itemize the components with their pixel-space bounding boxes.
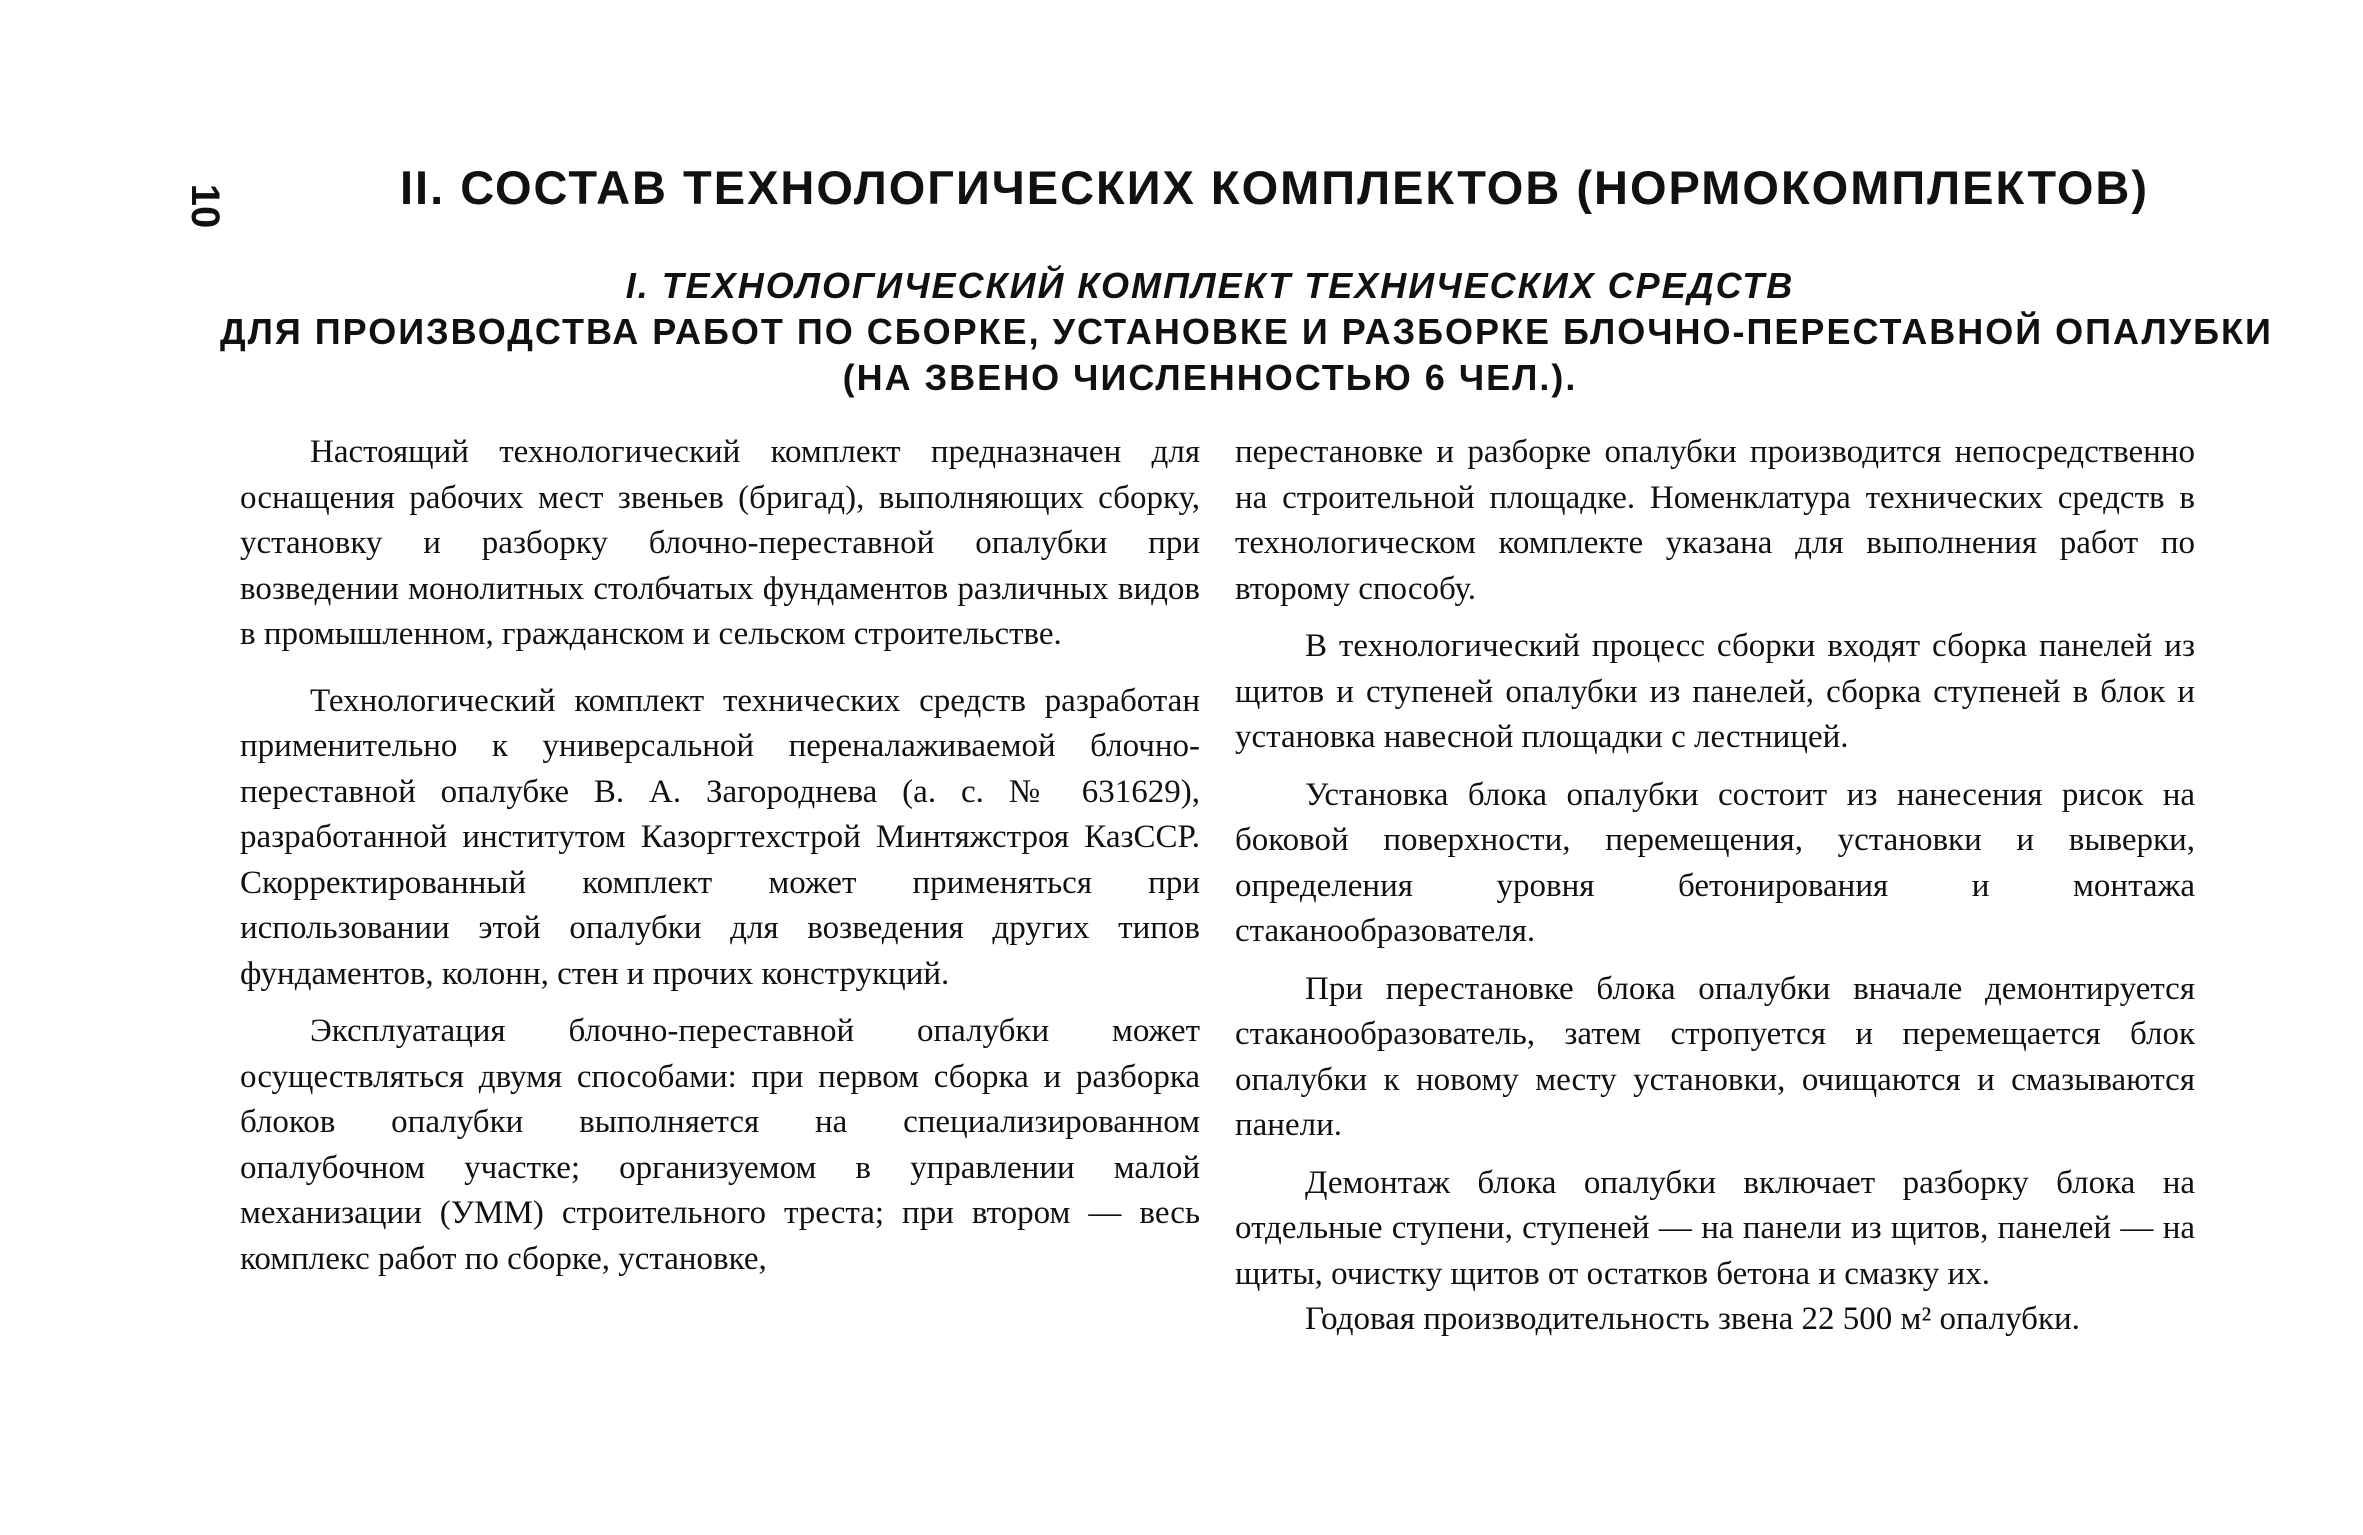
right-paragraph-3: Установка блока опалубки состоит из нанесения рисок на боковой поверхности, перемещения, установки и выверки, определения уровня бетонирования и монтажа стаканообразователя. — [1235, 776, 2195, 949]
right-paragraph-6: Годовая производительность звена 22 500 м² опалубки. — [1305, 1301, 2080, 1337]
subsection-title-line-2: ДЛЯ ПРОИЗВОДСТВА РАБОТ ПО СБОРКЕ, УСТАНОВКЕ И РАЗБОРКЕ БЛОЧНО-ПЕРЕСТАВНОЙ ОПАЛУБКИ — [220, 311, 2273, 352]
right-paragraph-2: В технологический процесс сборки входят сборка панелей из щитов и ступеней опалубки из панелей, сборка ступеней в блок и установка навесной площадки с лестницей. — [1235, 628, 2195, 755]
left-paragraph-2: Технологический комплект технических средств разработан применительно к универсальной переналаживаемой блочно-переставной опалубке В. А. Загороднева (а. с. № 631629), разработанной институтом Казоргтехстрой Минтяжстроя КазССР. Скорректированный комплект может применяться при использовании этой опалубки для возведения других типов фундаментов, колонн, стен и прочих конструкций. — [240, 682, 1200, 992]
left-paragraph-3: Эксплуатация блочно-переставной опалубки может осуществляться двумя способами: при первом сборка и разборка блоков опалубки выполняется на специализированном опалубочном участке; организуемом в управлении малой механизации (УММ) строительного треста; при втором — весь комплекс работ по сборке, установке, — [240, 1013, 1200, 1277]
right-column — [1235, 430, 2195, 1343]
right-paragraph-1: перестановке и разборке опалубки производится непосредственно на строительной площадке. Номенклатура технических средств в технологическом комплекте указана для выполнения работ по второму способу. — [1235, 434, 2195, 607]
right-paragraph-5: Демонтаж блока опалубки включает разборку блока на отдельные ступени, ступеней — на панели из щитов, панелей — на щиты, очистку щитов от остатков бетона и смазку их. — [1235, 1164, 2195, 1292]
subsection-title — [220, 263, 2273, 401]
subsection-title-line-3: (НА ЗВЕНО ЧИСЛЕННОСТЬЮ 6 ЧЕЛ.). — [842, 357, 1578, 398]
page-number: 10 — [183, 183, 227, 229]
left-column — [240, 430, 1200, 1282]
section-title: II. СОСТАВ ТЕХНОЛОГИЧЕСКИХ КОМПЛЕКТОВ (НОРМОКОМПЛЕКТОВ) — [400, 161, 2150, 214]
right-paragraph-4: При перестановке блока опалубки вначале демонтируется стаканообразователь, затем стропуется и перемещается блок опалубки к новому месту установки, очищаются и смазываются панели. — [1235, 970, 2195, 1143]
subsection-title-line-1: I. ТЕХНОЛОГИЧЕСКИЙ КОМПЛЕКТ ТЕХНИЧЕСКИХ СРЕДСТВ — [625, 265, 1795, 306]
left-paragraph-1: Настоящий технологический комплект предназначен для оснащения рабочих мест звеньев (бригад), выполняющих сборку, установку и разборку блочно-переставной опалубки при возведении монолитных столбчатых фундаментов различных видов в промышленном, гражданском и сельском строительстве. — [240, 434, 1200, 652]
